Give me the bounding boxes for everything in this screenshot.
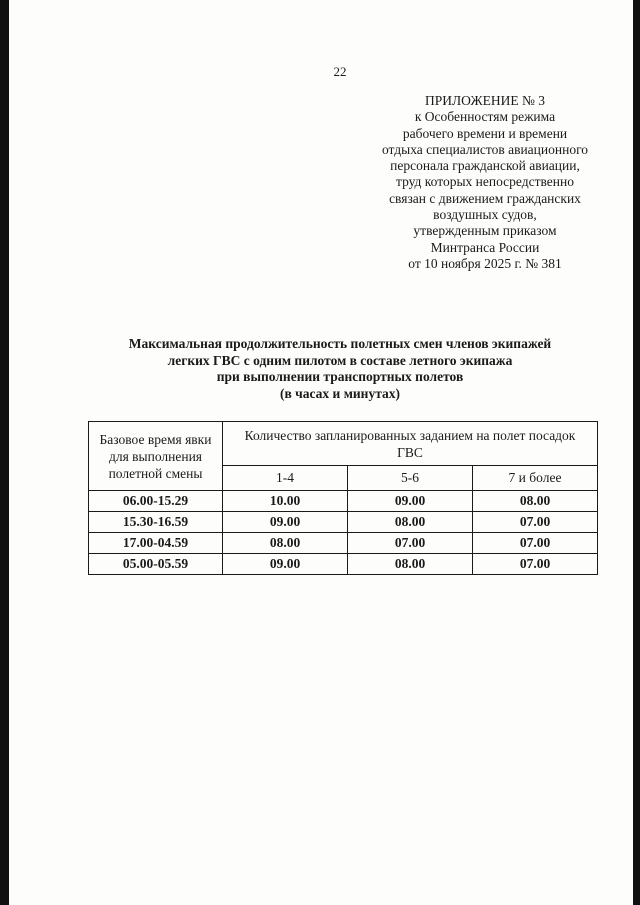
table-cell-value: 08.00 xyxy=(473,491,598,512)
appendix-header-line: ПРИЛОЖЕНИЕ № 3 xyxy=(424,93,546,108)
group-header-line: ГВС xyxy=(397,444,423,460)
base-time-header-line: полетной смены xyxy=(108,465,203,481)
group-header-line: Количество запланированных заданием на полет посадок xyxy=(244,427,576,443)
flight-shift-duration-table xyxy=(88,421,598,575)
table-header-landings-group xyxy=(223,422,598,466)
scan-border-right xyxy=(633,0,640,905)
table-cell-value: 07.00 xyxy=(473,533,598,554)
table-cell-base-time: 06.00-15.29 xyxy=(89,491,223,512)
table-cell-value: 07.00 xyxy=(473,512,598,533)
appendix-header-line: отдыха специалистов авиационного xyxy=(381,141,589,157)
appendix-header-line: персонала гражданской авиации, xyxy=(390,158,580,174)
table-cell-value: 08.00 xyxy=(348,554,473,575)
table-cell-value: 09.00 xyxy=(348,491,473,512)
page-number: 22 xyxy=(333,64,347,79)
document-title xyxy=(48,336,632,402)
table-subheader-7-plus: 7 и более xyxy=(473,466,598,491)
table-cell-value: 07.00 xyxy=(348,533,473,554)
appendix-header-line: труд которых непосредственно xyxy=(396,174,574,190)
base-time-header-line: Базовое время явки xyxy=(99,431,212,447)
table-cell-value: 08.00 xyxy=(348,512,473,533)
document-title-line: при выполнении транспортных полетов xyxy=(216,369,464,384)
table-row xyxy=(89,533,598,554)
table-cell-value: 09.00 xyxy=(223,554,348,575)
table-row xyxy=(89,554,598,575)
table-row xyxy=(89,491,598,512)
appendix-header-line: от 10 ноября 2025 г. № 381 xyxy=(408,255,562,271)
table-subheader-5-6: 5-6 xyxy=(348,466,473,491)
table-cell-value: 08.00 xyxy=(223,533,348,554)
appendix-header-line: связан с движением гражданских xyxy=(389,190,581,206)
document-title-line: Максимальная продолжительность полетных смен членов экипажей xyxy=(128,336,552,351)
table-cell-base-time: 15.30-16.59 xyxy=(89,512,223,533)
table-cell-base-time: 05.00-05.59 xyxy=(89,554,223,575)
table-cell-value: 10.00 xyxy=(223,491,348,512)
appendix-header-line: Минтранса России xyxy=(430,239,540,255)
appendix-header xyxy=(360,93,610,272)
table-cell-value: 09.00 xyxy=(223,512,348,533)
appendix-header-line: утвержденным приказом xyxy=(413,223,557,239)
table-cell-base-time: 17.00-04.59 xyxy=(89,533,223,554)
scan-border-left xyxy=(0,0,9,905)
table-cell-value: 07.00 xyxy=(473,554,598,575)
document-title-line: (в часах и минутах) xyxy=(279,385,400,401)
appendix-header-line: рабочего времени и времени xyxy=(402,125,568,141)
table-header-row-1 xyxy=(89,422,598,466)
base-time-header-line: для выполнения xyxy=(108,448,203,464)
table-header-base-time xyxy=(89,422,223,491)
table-subheader-1-4: 1-4 xyxy=(223,466,348,491)
appendix-header-line: к Особенностям режима xyxy=(414,109,556,125)
document-title-line: легких ГВС с одним пилотом в составе летного экипажа xyxy=(167,352,513,368)
appendix-header-line: воздушных судов, xyxy=(433,207,537,223)
table-row xyxy=(89,512,598,533)
